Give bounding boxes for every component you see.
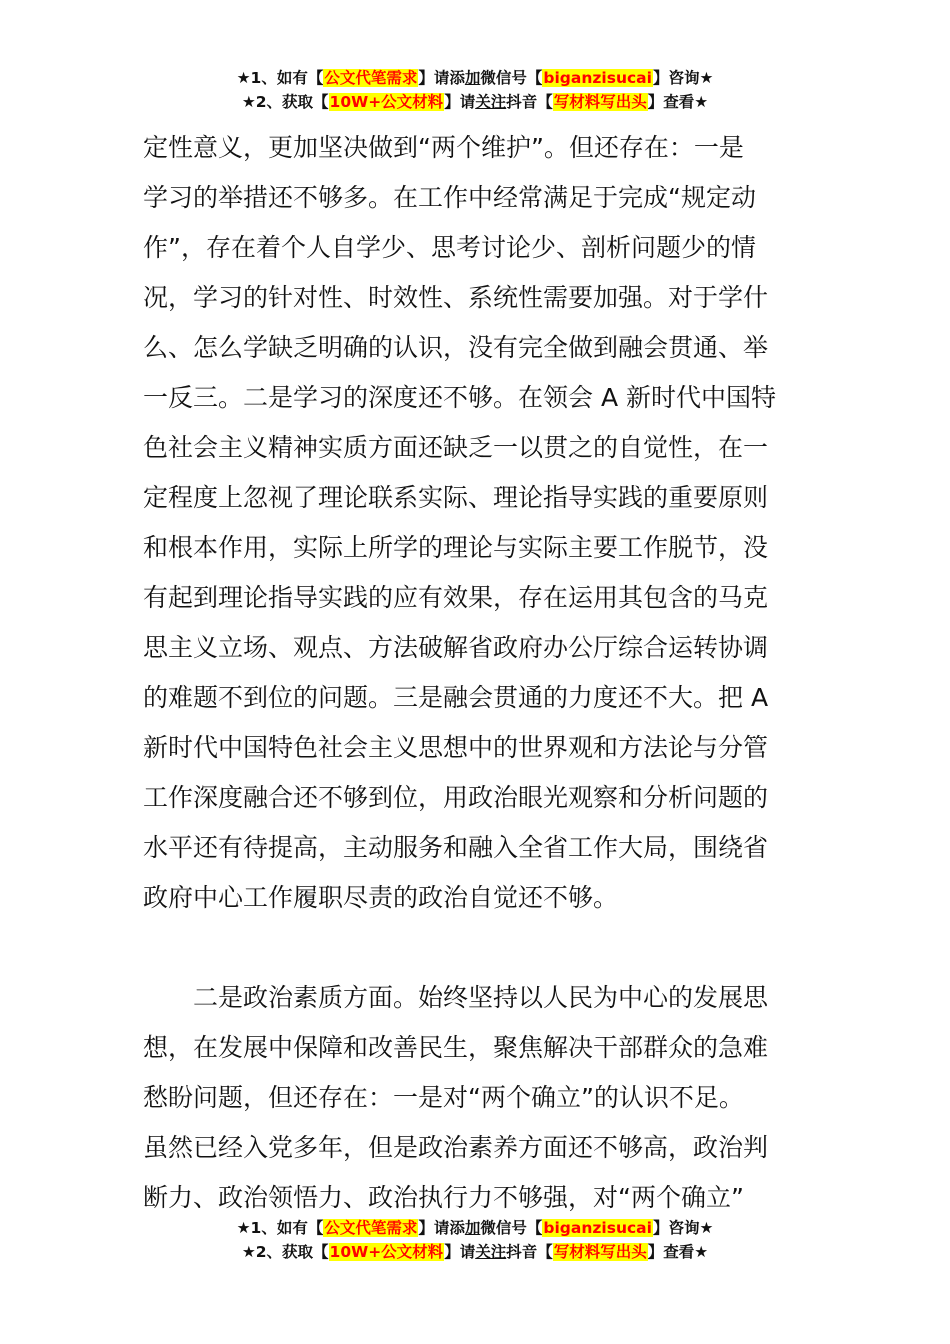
promo-text: 】请添 xyxy=(418,1219,465,1237)
promo-highlight: biganzisucai xyxy=(543,69,652,87)
text-line: 政府中心工作履职尽责的政治自觉还不够。 xyxy=(143,883,619,912)
promo-text: 微信号【 xyxy=(480,1219,543,1237)
promo-text: 】查看★ xyxy=(647,93,709,111)
text-line: 水平还有待提高，主动服务和融入全省工作大局，围绕省 xyxy=(143,833,769,862)
text-line: 工作深度融合还不够到位，用政治眼光观察和分析问题的 xyxy=(143,783,769,812)
promo-text: ★1、如有【 xyxy=(236,69,324,87)
promo-highlight: 10W+公文材料 xyxy=(329,1243,444,1261)
promo-line-1 xyxy=(0,1216,950,1240)
promo-text: 】请 xyxy=(444,93,476,111)
promo-highlight: 公文代笔需求 xyxy=(324,1219,418,1237)
promo-underlined-text: 加 xyxy=(464,69,481,87)
promo-text: ★2、获取【 xyxy=(241,93,329,111)
text-line: 的难题不到位的问题。三是融会贯通的力度还不大。把 A xyxy=(143,683,769,712)
promo-underlined-text: 关注 xyxy=(475,93,507,111)
promo-text: 微信号【 xyxy=(480,69,543,87)
footer-promo-banner xyxy=(0,1216,950,1264)
promo-text: ★2、获取【 xyxy=(241,1243,329,1261)
promo-text: 】查看★ xyxy=(647,1243,709,1261)
promo-highlight: 写材料写出头 xyxy=(553,93,647,111)
text-line: 一反三。二是学习的深度还不够。在领会 A 新时代中国特 xyxy=(143,383,776,412)
paragraph-2 xyxy=(143,973,813,1223)
promo-text: 】咨询★ xyxy=(652,69,714,87)
promo-underlined-text: 关注 xyxy=(475,1243,507,1261)
text-line: 二是政治素质方面。始终坚持以人民为中心的发展思 xyxy=(193,983,769,1012)
promo-line-2 xyxy=(0,90,950,114)
promo-text: 】请添 xyxy=(418,69,465,87)
text-line: 新时代中国特色社会主义思想中的世界观和方法论与分管 xyxy=(143,733,769,762)
text-line: 断力、政治领悟力、政治执行力不够强，对“两个确立” xyxy=(143,1183,744,1212)
promo-line-2 xyxy=(0,1240,950,1264)
text-line: 色社会主义精神实质方面还缺乏一以贯之的自觉性，在一 xyxy=(143,433,769,462)
promo-text: 】咨询★ xyxy=(652,1219,714,1237)
text-line: 有起到理论指导实践的应有效果，存在运用其包含的马克 xyxy=(143,583,769,612)
header-promo-banner xyxy=(0,66,950,114)
text-line: 么、怎么学缺乏明确的认识，没有完全做到融会贯通、举 xyxy=(143,333,769,362)
promo-text: 抖音【 xyxy=(506,1243,553,1261)
promo-highlight: biganzisucai xyxy=(543,1219,652,1237)
promo-text: 抖音【 xyxy=(506,93,553,111)
text-line: 定程度上忽视了理论联系实际、理论指导实践的重要原则 xyxy=(143,483,769,512)
text-line: 思主义立场、观点、方法破解省政府办公厅综合运转协调 xyxy=(143,633,769,662)
promo-highlight: 公文代笔需求 xyxy=(324,69,418,87)
text-line: 虽然已经入党多年，但是政治素养方面还不够高，政治判 xyxy=(143,1133,769,1162)
text-line: 和根本作用，实际上所学的理论与实际主要工作脱节，没 xyxy=(143,533,769,562)
text-line: 定性意义，更加坚决做到“两个维护”。但还存在：一是 xyxy=(143,133,744,162)
promo-highlight: 10W+公文材料 xyxy=(329,93,444,111)
text-line: 况，学习的针对性、时效性、系统性需要加强。对于学什 xyxy=(143,283,769,312)
promo-text: ★1、如有【 xyxy=(236,1219,324,1237)
paragraph-1 xyxy=(143,123,813,923)
text-line: 作”，存在着个人自学少、思考讨论少、剖析问题少的情 xyxy=(143,233,756,262)
text-line: 愁盼问题，但还存在：一是对“两个确立”的认识不足。 xyxy=(143,1083,744,1112)
promo-text: 】请 xyxy=(444,1243,476,1261)
document-body xyxy=(143,123,813,1223)
promo-line-1 xyxy=(0,66,950,90)
promo-highlight: 写材料写出头 xyxy=(553,1243,647,1261)
promo-underlined-text: 加 xyxy=(464,1219,481,1237)
text-line: 想，在发展中保障和改善民生，聚焦解决干部群众的急难 xyxy=(143,1033,769,1062)
text-line: 学习的举措还不够多。在工作中经常满足于完成“规定动 xyxy=(143,183,756,212)
